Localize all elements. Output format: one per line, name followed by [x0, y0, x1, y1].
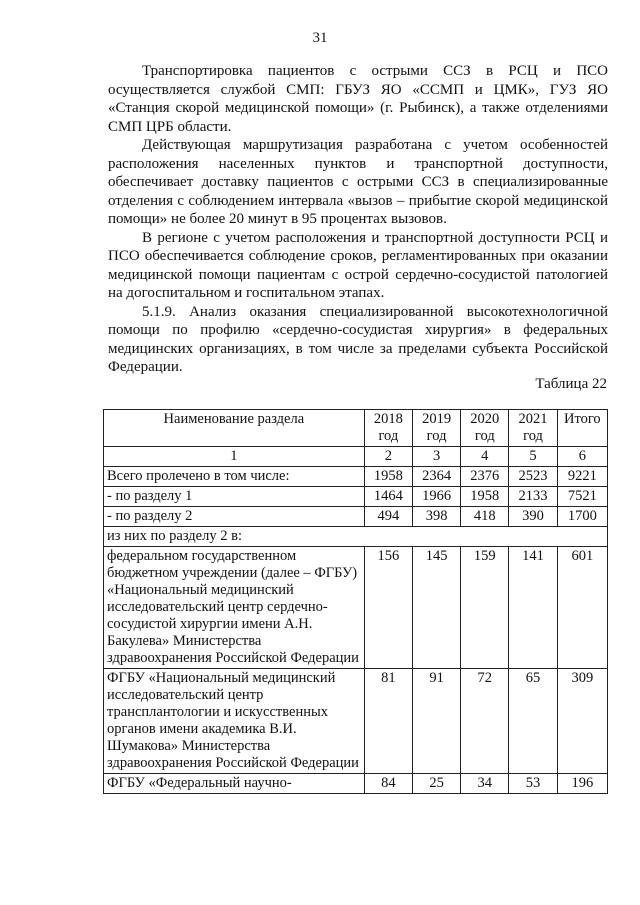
header-cell: 2020 год [461, 410, 509, 447]
value-cell: 141 [509, 547, 557, 669]
value-cell: 2364 [412, 467, 460, 487]
value-cell: 309 [557, 669, 607, 774]
header-cell: 2018 год [364, 410, 412, 447]
table-sub-header-row [104, 527, 608, 547]
header-cell: 2021 год [509, 410, 557, 447]
value-cell: 159 [461, 547, 509, 669]
index-cell: 4 [461, 447, 509, 467]
page-number: 31 [312, 30, 328, 46]
value-cell: 72 [461, 669, 509, 774]
value-cell: 7521 [557, 487, 607, 507]
index-cell: 3 [412, 447, 460, 467]
row-name-cell: Всего пролечено в том числе: [104, 467, 365, 487]
value-cell: 34 [461, 774, 509, 794]
value-cell: 2376 [461, 467, 509, 487]
sub-header-cell: из них по разделу 2 в: [104, 527, 608, 547]
value-cell: 156 [364, 547, 412, 669]
row-name-cell: федеральном государственном бюджетном учреждении (далее – ФГБУ) «Национальный медицинский исследовательский центр сердечно-сосудистой хирургии имени А.Н. Бакулева» Министерства здравоохранения Российской Федерации [104, 547, 365, 669]
index-cell: 2 [364, 447, 412, 467]
table-row [104, 487, 608, 507]
header-cell: Итого [557, 410, 607, 447]
value-cell: 601 [557, 547, 607, 669]
table-header-row [104, 410, 608, 447]
data-table [103, 409, 608, 794]
value-cell: 2133 [509, 487, 557, 507]
paragraph-transport: Транспортировка пациентов с острыми ССЗ в РСЦ и ПСО осуществляется службой СМП: ГБУЗ ЯО «ССМП и ЦМК», ГУЗ ЯО «Станция скорой медицинской помощи» (г. Рыбинск), а также отделениями СМП ЦРБ области. [108, 63, 608, 135]
paragraph-routing: Действующая маршрутизация разработана с учетом особенностей расположения населенных пунктов и транспортной доступности, обеспечивает доставку пациентов с острыми ССЗ в специализированные отделения с соблюдением интервала «вызов – прибытие скорой медицинской помощи» не более 20 минут в 95 процентах вызовов. [108, 137, 608, 227]
row-name-cell: ФГБУ «Федеральный научно- [104, 774, 365, 794]
value-cell: 81 [364, 669, 412, 774]
index-cell: 5 [509, 447, 557, 467]
value-cell: 9221 [557, 467, 607, 487]
paragraph-region: В регионе с учетом расположения и транспортной доступности РСЦ и ПСО обеспечивается соблюдение сроков, регламентированных при оказании медицинской помощи пациентам с острой сердечно-сосудистой патологией на догоспитальном и госпитальном этапах. [108, 229, 608, 301]
value-cell: 1464 [364, 487, 412, 507]
table-row [104, 774, 608, 794]
value-cell: 418 [461, 507, 509, 527]
value-cell: 84 [364, 774, 412, 794]
value-cell: 1958 [461, 487, 509, 507]
value-cell: 2523 [509, 467, 557, 487]
value-cell: 25 [412, 774, 460, 794]
index-cell: 1 [104, 447, 365, 467]
table-row [104, 669, 608, 774]
table-row [104, 507, 608, 527]
value-cell: 53 [509, 774, 557, 794]
header-cell: Наименование раздела [104, 410, 365, 447]
body-text [108, 62, 608, 377]
row-name-cell: - по разделу 2 [104, 507, 365, 527]
value-cell: 1958 [364, 467, 412, 487]
value-cell: 65 [509, 669, 557, 774]
header-cell: 2019 год [412, 410, 460, 447]
value-cell: 1700 [557, 507, 607, 527]
paragraph-analysis: 5.1.9. Анализ оказания специализированной высокотехнологичной помощи по профилю «сердечно-сосудистая хирургия» в федеральных медицинских организациях, в том числе за пределами субъекта Российской Федерации. [108, 303, 608, 375]
row-name-cell: - по разделу 1 [104, 487, 365, 507]
value-cell: 1966 [412, 487, 460, 507]
value-cell: 390 [509, 507, 557, 527]
row-name-cell: ФГБУ «Национальный медицинский исследовательский центр трансплантологии и искусственных органов имени академика В.И. Шумакова» Министерства здравоохранения Российской Федерации [104, 669, 365, 774]
table-row [104, 467, 608, 487]
table-caption: Таблица 22 [535, 376, 607, 392]
value-cell: 494 [364, 507, 412, 527]
value-cell: 91 [412, 669, 460, 774]
index-cell: 6 [557, 447, 607, 467]
table-index-row [104, 447, 608, 467]
value-cell: 398 [412, 507, 460, 527]
value-cell: 145 [412, 547, 460, 669]
value-cell: 196 [557, 774, 607, 794]
table-row [104, 547, 608, 669]
